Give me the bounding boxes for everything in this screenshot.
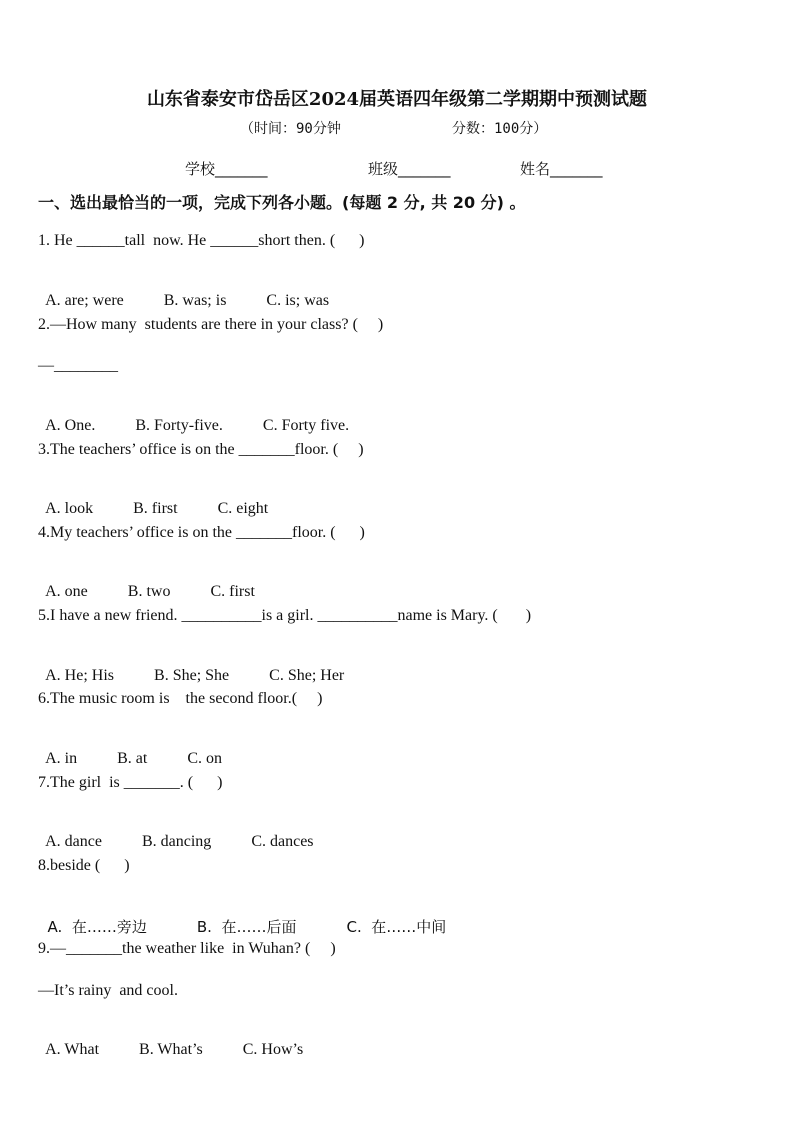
option-b: B. She; She <box>154 667 230 684</box>
question-stem: 7.The girl is _______. ( ) <box>38 774 223 791</box>
section-heading: 一、选出最恰当的一项，完成下列各小题。(每题 2 分, 共 20 分) 。 <box>38 193 526 212</box>
option-c: C. 在……中间 <box>346 918 447 936</box>
option-a: A. What <box>45 1041 100 1058</box>
option-c: C. on <box>187 750 223 767</box>
question-options <box>38 482 308 518</box>
option-c: C. eight <box>217 500 269 517</box>
exam-score: 分数：100分） <box>452 121 548 137</box>
option-a: A. look <box>45 500 94 517</box>
question-options <box>38 898 486 937</box>
class-field: 班级_______ <box>368 160 451 178</box>
question-options <box>38 399 389 435</box>
exam-time: （时间：90分钟 <box>240 121 341 137</box>
option-a: A. in <box>45 750 78 767</box>
option-b: B. was; is <box>163 292 227 309</box>
option-a: A. He; His <box>45 667 115 684</box>
option-c: C. She; Her <box>269 667 345 684</box>
question-stem: 3.The teachers’ office is on the _______floor. ( ) <box>38 441 364 458</box>
question-stem: 1. He ______tall now. He ______short then. ( ) <box>38 232 365 249</box>
school-field: 学校_______ <box>185 160 268 178</box>
option-c: C. Forty five. <box>262 417 350 434</box>
option-a: A. dance <box>45 833 102 850</box>
option-c: C. How’s <box>242 1041 304 1058</box>
name-field: 姓名_______ <box>520 160 603 178</box>
question-options <box>38 815 354 851</box>
question-options <box>38 732 262 768</box>
option-b: B. first <box>133 500 178 517</box>
answer-line: —________ <box>38 357 118 374</box>
option-b: B. 在……后面 <box>196 918 297 936</box>
question-options <box>38 1023 343 1059</box>
page-title: 山东省泰安市岱岳区2024届英语四年级第二学期期中预测试题 <box>146 89 648 110</box>
question-stem: 5.I have a new friend. __________is a girl. __________name is Mary. ( ) <box>38 607 532 624</box>
option-a: A. One. <box>45 417 96 434</box>
option-a: A. one <box>45 583 88 600</box>
question-stem: 6.The music room is the second floor.( ) <box>38 690 323 707</box>
option-b: B. Forty-five. <box>135 417 223 434</box>
option-b: B. at <box>117 750 148 767</box>
option-c: C. is; was <box>266 292 330 309</box>
option-b: B. dancing <box>141 833 212 850</box>
option-c: C. dances <box>251 833 314 850</box>
question-options <box>38 649 384 685</box>
question-options <box>38 274 369 310</box>
option-c: C. first <box>210 583 255 600</box>
question-options <box>38 565 295 601</box>
question-stem: 8.beside ( ) <box>38 857 130 874</box>
question-stem: 4.My teachers’ office is on the _______floor. ( ) <box>38 524 365 541</box>
question-stem: 2.—How many students are there in your class? ( ) <box>38 316 384 333</box>
answer-line: —It’s rainy and cool. <box>38 982 178 999</box>
question-stem: 9.—_______the weather like in Wuhan? ( ) <box>38 940 336 957</box>
option-b: B. two <box>127 583 171 600</box>
option-a: A. are; were <box>45 292 124 309</box>
option-b: B. What’s <box>139 1041 203 1058</box>
option-a: A. 在……旁边 <box>47 918 147 936</box>
